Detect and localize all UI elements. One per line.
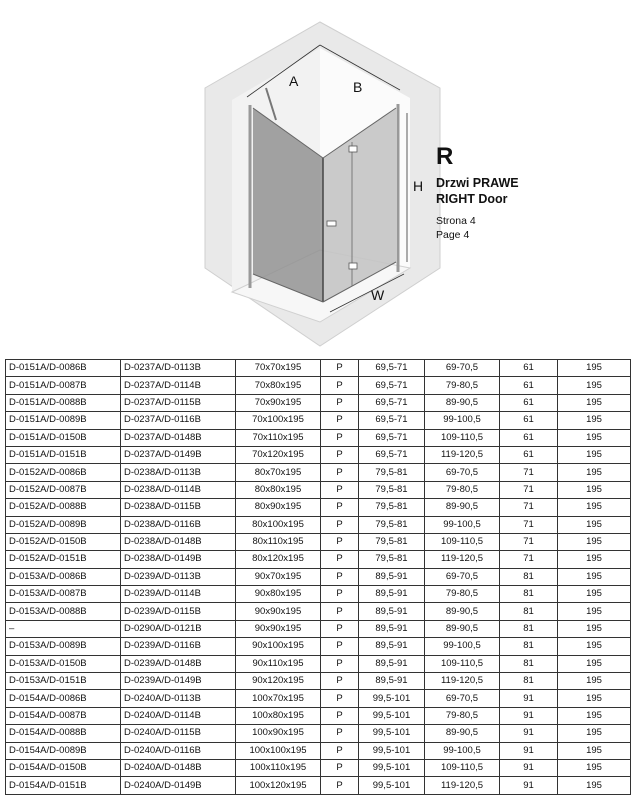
- table-cell: P: [321, 725, 359, 742]
- table-cell: 91: [500, 707, 558, 724]
- table-cell: D-0151A/D-0087B: [6, 377, 121, 394]
- table-cell: D-0237A/D-0148B: [121, 429, 236, 446]
- table-cell: 91: [500, 742, 558, 759]
- table-cell: 99,5-101: [359, 725, 425, 742]
- table-cell: D-0238A/D-0113B: [121, 464, 236, 481]
- table-cell: 90x70x195: [236, 568, 321, 585]
- table-row: [6, 742, 631, 759]
- table-cell: D-0240A/D-0149B: [121, 777, 236, 794]
- table-cell: D-0238A/D-0148B: [121, 533, 236, 550]
- table-cell: 99,5-101: [359, 777, 425, 794]
- table-cell: 89-90,5: [425, 394, 500, 411]
- table-cell: 91: [500, 690, 558, 707]
- table-cell: D-0151A/D-0089B: [6, 412, 121, 429]
- table-row: [6, 655, 631, 672]
- table-cell: P: [321, 360, 359, 377]
- table-cell: 89,5-91: [359, 586, 425, 603]
- shower-diagram: [0, 0, 633, 350]
- table-cell: 69,5-71: [359, 446, 425, 463]
- table-row: [6, 707, 631, 724]
- table-cell: 61: [500, 377, 558, 394]
- table-cell: 89,5-91: [359, 655, 425, 672]
- table-cell: D-0237A/D-0149B: [121, 446, 236, 463]
- dimension-b-label: B: [353, 79, 363, 95]
- table-cell: P: [321, 568, 359, 585]
- table-cell: D-0152A/D-0151B: [6, 551, 121, 568]
- table-cell: D-0152A/D-0087B: [6, 481, 121, 498]
- table-row: [6, 533, 631, 550]
- table-cell: D-0154A/D-0151B: [6, 777, 121, 794]
- table-cell: P: [321, 516, 359, 533]
- table-cell: 70x70x195: [236, 360, 321, 377]
- table-cell: P: [321, 533, 359, 550]
- table-cell: 79-80,5: [425, 377, 500, 394]
- table-cell: D-0240A/D-0113B: [121, 690, 236, 707]
- table-cell: D-0152A/D-0086B: [6, 464, 121, 481]
- table-cell: 195: [558, 777, 631, 794]
- table-cell: D-0239A/D-0113B: [121, 568, 236, 585]
- table-cell: 195: [558, 360, 631, 377]
- table-cell: 99,5-101: [359, 759, 425, 776]
- table-cell: 195: [558, 533, 631, 550]
- table-cell: 89,5-91: [359, 673, 425, 690]
- table-cell: D-0238A/D-0116B: [121, 516, 236, 533]
- table-cell: 109-110,5: [425, 429, 500, 446]
- table-cell: D-0240A/D-0116B: [121, 742, 236, 759]
- table-row: [6, 638, 631, 655]
- table-cell: 100x90x195: [236, 725, 321, 742]
- table-cell: P: [321, 759, 359, 776]
- table-cell: 70x80x195: [236, 377, 321, 394]
- table-cell: D-0153A/D-0086B: [6, 568, 121, 585]
- table-row: [6, 412, 631, 429]
- table-cell: 81: [500, 586, 558, 603]
- table-cell: 81: [500, 638, 558, 655]
- table-cell: D-0154A/D-0088B: [6, 725, 121, 742]
- table-cell: 90x90x195: [236, 603, 321, 620]
- table-cell: 79,5-81: [359, 533, 425, 550]
- table-cell: 71: [500, 533, 558, 550]
- table-cell: 195: [558, 586, 631, 603]
- table-cell: D-0151A/D-0151B: [6, 446, 121, 463]
- table-cell: P: [321, 377, 359, 394]
- table-cell: 195: [558, 429, 631, 446]
- table-cell: 69,5-71: [359, 412, 425, 429]
- table-cell: 90x110x195: [236, 655, 321, 672]
- table-cell: 119-120,5: [425, 777, 500, 794]
- table-cell: 100x70x195: [236, 690, 321, 707]
- shower-illustration: [0, 0, 633, 350]
- table-row: [6, 499, 631, 516]
- table-cell: 70x90x195: [236, 394, 321, 411]
- table-cell: 69-70,5: [425, 360, 500, 377]
- table-cell: P: [321, 586, 359, 603]
- table-cell: 195: [558, 603, 631, 620]
- table-cell: 90x100x195: [236, 638, 321, 655]
- table-cell: 99-100,5: [425, 638, 500, 655]
- table-cell: 71: [500, 516, 558, 533]
- table-cell: 195: [558, 446, 631, 463]
- table-cell: P: [321, 481, 359, 498]
- table-cell: 195: [558, 568, 631, 585]
- table-cell: 100x80x195: [236, 707, 321, 724]
- table-cell: 119-120,5: [425, 551, 500, 568]
- table-cell: 91: [500, 759, 558, 776]
- table-cell: D-0239A/D-0149B: [121, 673, 236, 690]
- table-cell: 61: [500, 394, 558, 411]
- table-cell: 195: [558, 742, 631, 759]
- table-cell: 195: [558, 655, 631, 672]
- table-cell: 195: [558, 394, 631, 411]
- table-cell: D-0239A/D-0116B: [121, 638, 236, 655]
- table-cell: 195: [558, 620, 631, 637]
- table-cell: P: [321, 620, 359, 637]
- table-row: [6, 759, 631, 776]
- dimension-w-label: W: [371, 287, 385, 303]
- table-cell: D-0239A/D-0115B: [121, 603, 236, 620]
- table-cell: 81: [500, 603, 558, 620]
- table-cell: 195: [558, 638, 631, 655]
- table-cell: P: [321, 412, 359, 429]
- table-cell: 109-110,5: [425, 533, 500, 550]
- table-row: [6, 481, 631, 498]
- table-row: [6, 568, 631, 585]
- table-cell: 195: [558, 759, 631, 776]
- table-cell: 90x80x195: [236, 586, 321, 603]
- spec-table-body: [6, 360, 631, 795]
- table-cell: 61: [500, 412, 558, 429]
- table-cell: 109-110,5: [425, 655, 500, 672]
- table-cell: 61: [500, 429, 558, 446]
- table-cell: D-0290A/D-0121B: [121, 620, 236, 637]
- table-cell: P: [321, 464, 359, 481]
- table-cell: D-0154A/D-0089B: [6, 742, 121, 759]
- table-cell: 89,5-91: [359, 603, 425, 620]
- table-cell: 70x110x195: [236, 429, 321, 446]
- table-row: [6, 394, 631, 411]
- table-cell: D-0153A/D-0087B: [6, 586, 121, 603]
- table-cell: 71: [500, 464, 558, 481]
- table-cell: D-0237A/D-0115B: [121, 394, 236, 411]
- dimension-h-label: H: [413, 178, 424, 194]
- table-cell: 61: [500, 360, 558, 377]
- table-row: [6, 377, 631, 394]
- table-cell: 69,5-71: [359, 429, 425, 446]
- table-cell: P: [321, 655, 359, 672]
- table-cell: D-0152A/D-0089B: [6, 516, 121, 533]
- table-cell: 69,5-71: [359, 377, 425, 394]
- table-cell: 195: [558, 499, 631, 516]
- table-cell: 99,5-101: [359, 742, 425, 759]
- table-cell: 81: [500, 568, 558, 585]
- spec-table: [5, 359, 631, 795]
- table-row: [6, 777, 631, 794]
- table-cell: P: [321, 742, 359, 759]
- table-cell: D-0151A/D-0088B: [6, 394, 121, 411]
- table-cell: 81: [500, 673, 558, 690]
- table-cell: 195: [558, 412, 631, 429]
- table-row: [6, 446, 631, 463]
- table-cell: 80x80x195: [236, 481, 321, 498]
- table-cell: 70x120x195: [236, 446, 321, 463]
- table-cell: 80x110x195: [236, 533, 321, 550]
- table-cell: D-0237A/D-0116B: [121, 412, 236, 429]
- table-cell: 91: [500, 725, 558, 742]
- table-cell: D-0154A/D-0087B: [6, 707, 121, 724]
- table-cell: 79,5-81: [359, 464, 425, 481]
- table-cell: D-0237A/D-0113B: [121, 360, 236, 377]
- table-cell: 195: [558, 551, 631, 568]
- table-row: [6, 603, 631, 620]
- table-cell: 89-90,5: [425, 725, 500, 742]
- table-cell: 99-100,5: [425, 412, 500, 429]
- table-row: [6, 551, 631, 568]
- table-row: [6, 586, 631, 603]
- table-cell: 79,5-81: [359, 499, 425, 516]
- door-label-polish: Drzwi PRAWE: [436, 176, 519, 190]
- table-cell: P: [321, 673, 359, 690]
- table-cell: 90x120x195: [236, 673, 321, 690]
- table-cell: 69,5-71: [359, 360, 425, 377]
- door-label-english: RIGHT Door: [436, 192, 508, 206]
- table-cell: 69-70,5: [425, 568, 500, 585]
- table-cell: P: [321, 690, 359, 707]
- table-cell: 80x100x195: [236, 516, 321, 533]
- table-cell: 119-120,5: [425, 673, 500, 690]
- table-cell: 70x100x195: [236, 412, 321, 429]
- table-cell: D-0151A/D-0150B: [6, 429, 121, 446]
- table-cell: D-0239A/D-0148B: [121, 655, 236, 672]
- table-cell: 100x120x195: [236, 777, 321, 794]
- table-row: [6, 360, 631, 377]
- table-cell: 89,5-91: [359, 638, 425, 655]
- table-cell: 89-90,5: [425, 499, 500, 516]
- table-cell: 80x90x195: [236, 499, 321, 516]
- table-cell: D-0238A/D-0149B: [121, 551, 236, 568]
- table-cell: 195: [558, 516, 631, 533]
- table-cell: 89-90,5: [425, 620, 500, 637]
- table-cell: 90x90x195: [236, 620, 321, 637]
- table-cell: 71: [500, 499, 558, 516]
- table-cell: D-0153A/D-0089B: [6, 638, 121, 655]
- table-cell: P: [321, 429, 359, 446]
- table-cell: 79,5-81: [359, 481, 425, 498]
- table-cell: 71: [500, 481, 558, 498]
- table-row: [6, 690, 631, 707]
- dimension-a-label: A: [289, 73, 299, 89]
- table-cell: D-0153A/D-0150B: [6, 655, 121, 672]
- table-cell: 91: [500, 777, 558, 794]
- table-row: [6, 429, 631, 446]
- table-cell: D-0153A/D-0088B: [6, 603, 121, 620]
- table-cell: 79,5-81: [359, 516, 425, 533]
- table-cell: 89,5-91: [359, 568, 425, 585]
- table-cell: 99-100,5: [425, 742, 500, 759]
- table-row: [6, 673, 631, 690]
- table-cell: D-0240A/D-0115B: [121, 725, 236, 742]
- table-cell: 195: [558, 673, 631, 690]
- table-cell: 99-100,5: [425, 516, 500, 533]
- table-cell: 195: [558, 725, 631, 742]
- table-cell: 100x100x195: [236, 742, 321, 759]
- table-cell: 99,5-101: [359, 690, 425, 707]
- table-cell: P: [321, 777, 359, 794]
- table-cell: 195: [558, 481, 631, 498]
- table-cell: 195: [558, 464, 631, 481]
- table-cell: P: [321, 446, 359, 463]
- table-cell: 79-80,5: [425, 586, 500, 603]
- page-label-polish: Strona 4: [436, 215, 476, 227]
- table-cell: 79,5-81: [359, 551, 425, 568]
- table-cell: P: [321, 499, 359, 516]
- table-cell: D-0152A/D-0150B: [6, 533, 121, 550]
- table-cell: 99,5-101: [359, 707, 425, 724]
- table-cell: 100x110x195: [236, 759, 321, 776]
- table-row: [6, 725, 631, 742]
- table-cell: D-0152A/D-0088B: [6, 499, 121, 516]
- table-cell: P: [321, 707, 359, 724]
- table-cell: P: [321, 394, 359, 411]
- table-cell: 195: [558, 690, 631, 707]
- table-cell: 81: [500, 655, 558, 672]
- table-cell: D-0237A/D-0114B: [121, 377, 236, 394]
- table-cell: 79-80,5: [425, 707, 500, 724]
- table-cell: 89-90,5: [425, 603, 500, 620]
- table-cell: P: [321, 551, 359, 568]
- table-row: [6, 464, 631, 481]
- table-cell: 109-110,5: [425, 759, 500, 776]
- table-cell: –: [6, 620, 121, 637]
- page-label-english: Page 4: [436, 229, 470, 241]
- table-cell: D-0238A/D-0115B: [121, 499, 236, 516]
- table-cell: 69-70,5: [425, 690, 500, 707]
- table-cell: D-0154A/D-0086B: [6, 690, 121, 707]
- table-cell: 195: [558, 377, 631, 394]
- table-cell: 71: [500, 551, 558, 568]
- table-cell: D-0240A/D-0148B: [121, 759, 236, 776]
- table-cell: D-0240A/D-0114B: [121, 707, 236, 724]
- table-cell: D-0238A/D-0114B: [121, 481, 236, 498]
- table-cell: 89,5-91: [359, 620, 425, 637]
- table-cell: 81: [500, 620, 558, 637]
- table-cell: 80x70x195: [236, 464, 321, 481]
- table-cell: 69,5-71: [359, 394, 425, 411]
- table-cell: 79-80,5: [425, 481, 500, 498]
- table-cell: D-0239A/D-0114B: [121, 586, 236, 603]
- table-row: [6, 620, 631, 637]
- table-cell: P: [321, 638, 359, 655]
- table-cell: 119-120,5: [425, 446, 500, 463]
- table-row: [6, 516, 631, 533]
- table-cell: D-0154A/D-0150B: [6, 759, 121, 776]
- table-cell: D-0153A/D-0151B: [6, 673, 121, 690]
- table-cell: D-0151A/D-0086B: [6, 360, 121, 377]
- variant-letter: R: [436, 143, 454, 170]
- table-cell: P: [321, 603, 359, 620]
- table-cell: 61: [500, 446, 558, 463]
- table-cell: 195: [558, 707, 631, 724]
- table-cell: 69-70,5: [425, 464, 500, 481]
- table-cell: 80x120x195: [236, 551, 321, 568]
